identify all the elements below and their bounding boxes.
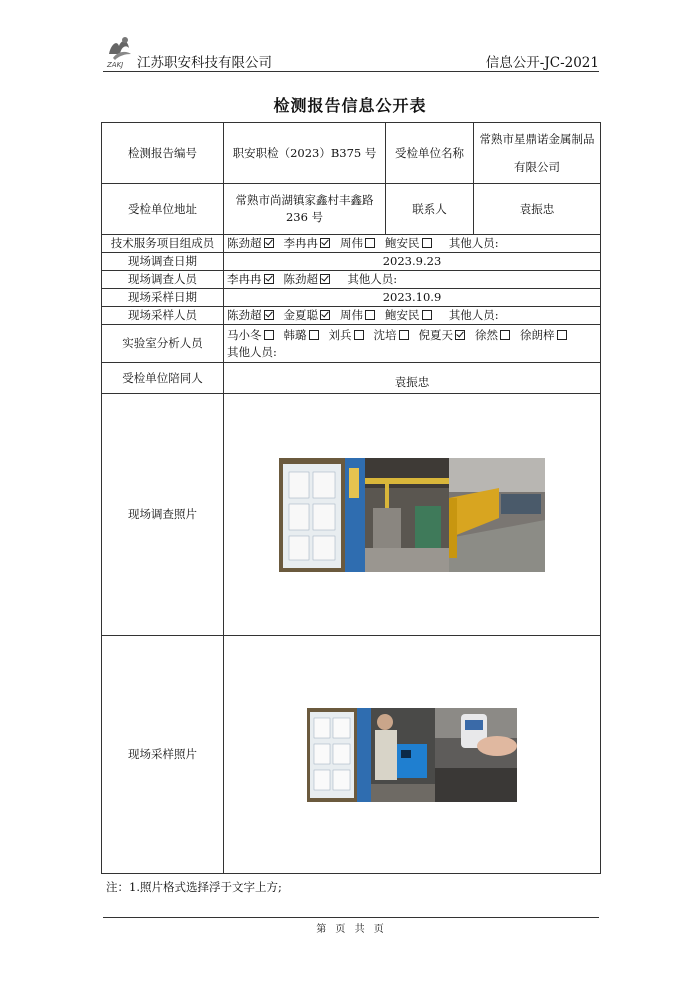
person-name: 韩璐	[283, 327, 307, 342]
person-name: 金夏聪	[283, 308, 318, 322]
unchecked-checkbox-icon[interactable]	[557, 330, 567, 340]
sampling-photo-worker-pump	[371, 708, 435, 802]
sampling-other: 其他人员:	[448, 308, 499, 322]
checked-checkbox-icon[interactable]	[264, 274, 274, 284]
table-row	[102, 636, 601, 874]
person-name: 李冉冉	[283, 236, 318, 250]
person-name: 周伟	[340, 236, 363, 250]
person-entry	[284, 272, 333, 286]
sampling-photo-cell	[224, 636, 601, 874]
unchecked-checkbox-icon[interactable]	[399, 330, 409, 340]
page-footer: 第 页 共 页	[316, 924, 384, 935]
sampling-staff-list	[227, 308, 442, 322]
survey-photo-workshop-crane	[365, 458, 449, 572]
page-title: 检测报告信息公开表	[273, 96, 427, 115]
unchecked-checkbox-icon[interactable]	[500, 330, 510, 340]
team-value	[224, 235, 601, 253]
unchecked-checkbox-icon[interactable]	[354, 330, 364, 340]
survey-date-label: 现场调查日期	[102, 253, 224, 271]
person-name: 李冉冉	[227, 272, 262, 286]
info-table	[101, 122, 601, 874]
person-name: 徐朗梓	[520, 327, 555, 342]
sampling-date-value: 2023.10.9	[224, 289, 601, 307]
contact-value: 袁振忠	[474, 184, 601, 235]
sampling-staff-value	[224, 307, 601, 325]
person-name: 马小冬	[227, 327, 262, 342]
survey-other: 其他人员:	[347, 272, 398, 286]
survey-staff-value	[224, 271, 601, 289]
person-name: 沈培	[373, 327, 397, 342]
table-row	[102, 289, 601, 307]
person-entry	[340, 308, 377, 322]
table-row	[102, 123, 601, 184]
person-name: 刘兵	[328, 327, 352, 342]
table-row	[102, 325, 601, 363]
person-name: 陈劲超	[227, 308, 262, 322]
team-other: 其他人员:	[448, 236, 499, 250]
address-value: 常熟市尚湖镇家鑫村丰鑫路 236 号	[224, 184, 386, 235]
person-entry	[284, 236, 333, 250]
client-label: 受检单位名称	[386, 123, 474, 184]
person-entry	[284, 308, 333, 322]
unchecked-checkbox-icon[interactable]	[264, 330, 274, 340]
company-name: 江苏职安科技有限公司	[137, 55, 272, 71]
logo-text: ZAKJ	[107, 61, 124, 69]
client-name-value: 常熟市星鼎诺金属制品有限公司	[474, 123, 601, 184]
document-number: 信息公开-JC-2021	[485, 55, 599, 71]
sampling-photo-label: 现场采样照片	[102, 636, 224, 874]
person-name: 徐然	[475, 327, 498, 342]
sampling-photos	[227, 708, 597, 802]
checked-checkbox-icon[interactable]	[264, 310, 274, 320]
person-name: 陈劲超	[227, 236, 262, 250]
checked-checkbox-icon[interactable]	[320, 238, 330, 248]
team-label: 技术服务项目组成员	[102, 235, 224, 253]
checked-checkbox-icon[interactable]	[455, 330, 465, 340]
lab-staff-list	[227, 327, 597, 344]
escort-value: 袁振忠	[224, 363, 601, 394]
lab-label: 实验室分析人员	[102, 325, 224, 363]
person-entry	[385, 236, 434, 250]
person-entry	[340, 236, 377, 250]
report-no-label: 检测报告编号	[102, 123, 224, 184]
person-entry	[227, 236, 276, 250]
checked-checkbox-icon[interactable]	[264, 238, 274, 248]
header-divider	[103, 71, 599, 72]
unchecked-checkbox-icon[interactable]	[422, 310, 432, 320]
person-name: 鲍安民	[385, 308, 420, 322]
team-list	[227, 236, 442, 250]
page-header	[103, 32, 599, 72]
person-entry	[329, 328, 366, 342]
person-entry	[475, 328, 512, 342]
sampling-date-label: 现场采样日期	[102, 289, 224, 307]
lab-other: 其他人员:	[227, 344, 277, 359]
person-entry	[227, 328, 276, 342]
survey-photo-notice-board	[279, 458, 365, 572]
survey-photo-cell	[224, 394, 601, 636]
person-entry	[385, 308, 434, 322]
footnote: 注：1.照片格式选择浮于文字上方;	[106, 880, 282, 894]
company-logo	[103, 32, 137, 70]
table-row	[102, 235, 601, 253]
lab-value	[224, 325, 601, 363]
address-label: 受检单位地址	[102, 184, 224, 235]
survey-photo-production-line	[449, 458, 545, 572]
person-name: 鲍安民	[385, 236, 420, 250]
person-entry	[284, 328, 321, 342]
person-name: 周伟	[340, 308, 363, 322]
sampling-photo-notice-board	[307, 708, 371, 802]
sampling-staff-label: 现场采样人员	[102, 307, 224, 325]
contact-label: 联系人	[386, 184, 474, 235]
survey-staff-list	[227, 272, 340, 286]
table-row	[102, 394, 601, 636]
unchecked-checkbox-icon[interactable]	[365, 310, 375, 320]
survey-date-value: 2023.9.23	[224, 253, 601, 271]
person-entry	[419, 328, 468, 342]
table-row	[102, 184, 601, 235]
table-row	[102, 307, 601, 325]
person-name: 倪夏天	[418, 327, 453, 342]
survey-staff-label: 现场调查人员	[102, 271, 224, 289]
person-entry	[374, 328, 411, 342]
checked-checkbox-icon[interactable]	[320, 310, 330, 320]
person-name: 陈劲超	[283, 272, 318, 286]
escort-label: 受检单位陪同人	[102, 363, 224, 394]
survey-photo-label: 现场调查照片	[102, 394, 224, 636]
person-entry	[227, 272, 276, 286]
person-entry	[227, 308, 276, 322]
report-no-value: 职安职检（2023）B375 号	[224, 123, 386, 184]
survey-photos	[227, 458, 597, 572]
footer-divider	[103, 917, 599, 918]
unchecked-checkbox-icon[interactable]	[365, 238, 375, 248]
table-row	[102, 363, 601, 394]
table-row	[102, 271, 601, 289]
unchecked-checkbox-icon[interactable]	[422, 238, 432, 248]
sampling-photo-instrument	[435, 708, 517, 802]
person-entry	[520, 328, 569, 342]
unchecked-checkbox-icon[interactable]	[309, 330, 319, 340]
checked-checkbox-icon[interactable]	[320, 274, 330, 284]
table-row	[102, 253, 601, 271]
